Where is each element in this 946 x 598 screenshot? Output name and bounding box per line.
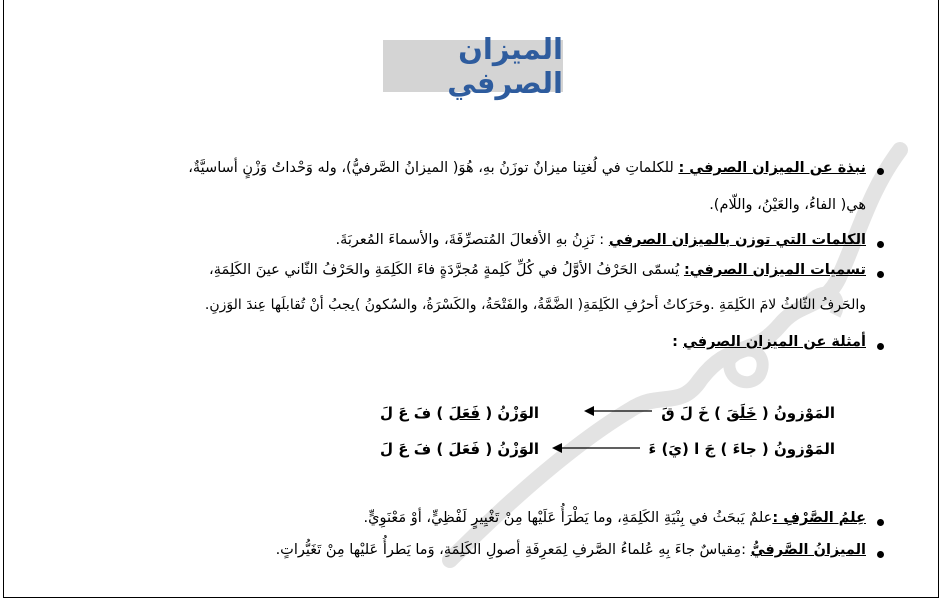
- names-text-1: يُسمّى الحَرْفُ الأوَّلُ في كُلِّ كَلِمةٍ مُجرَّدَةٍ فاءَ الكَلِمَةِ والحَرْفُ الثّاني عينَ الكَلِمَةِ،: [209, 262, 684, 278]
- intro-text-1: للكلماتِ في لُغتِنا ميزانٌ توزَنُ بهِ، هُوَ( الميزانُ الصَّرفيُّ)، وله وَحْداتُ وَزْنٍ أساسيَّةٌ،: [188, 160, 679, 176]
- example-2-weighed: المَوْزونُ ( جاءَ ) جَ ا (يَ) ءَ: [648, 440, 835, 458]
- names-text-2: والحَرفُ الثّالثُ لامَ الكَلِمَةِ .وحَرَكاتُ أحرُفِ الكَلِمَةِ( الضَّمَّةُ، والفَتْحَةُ، والكَسْرَةُ، والسُكونُ )يجبُ أنْ تُقابلَها عِندَ الوَزنِ.: [204, 297, 866, 313]
- example-2-weight: الوَزْنُ ( فَعَلَ ) فَ عَ لَ: [380, 440, 540, 458]
- scale-def-text: :مِقياسٌ جاءَ بِهِ عُلماءُ الصَّرفِ لِمَعرِفَةِ أصولِ الكَلِمَةِ، وَما يَطرأُ عَليْها مِنْ تَغَيُّراتٍ.: [275, 542, 751, 558]
- example-1-weight-prefix: الوَزْنُ (: [480, 404, 540, 422]
- intro-line-1: [188, 160, 866, 176]
- definition-label: عِلمُ الصَّرْفِ :: [772, 510, 866, 526]
- bullet-dot: [877, 271, 884, 278]
- examples-line: [672, 334, 866, 350]
- intro-line-2: [709, 197, 866, 213]
- bullet-dot: [877, 241, 884, 248]
- arrow-icon: [584, 404, 654, 418]
- scale-def-label: الميزانُ الصَّرفيُّ: [750, 542, 866, 558]
- examples-label: أمثلة عن الميزان الصرفي: [683, 334, 866, 350]
- example-1-letters: ) خَ لَ قَ: [661, 404, 727, 422]
- bullet-dot: [877, 168, 884, 175]
- names-line-2: [205, 297, 866, 313]
- example-1-word: خَلَقَ: [726, 404, 757, 422]
- bullet-dot: [877, 519, 884, 526]
- weighed-line: [336, 232, 867, 248]
- definition-line: [364, 510, 866, 526]
- names-label: تسميات الميزان الصرفي:: [683, 262, 866, 278]
- examples-colon: :: [672, 334, 683, 350]
- page-title: الميزان الصرفي: [447, 32, 563, 100]
- names-line-1: [209, 262, 866, 278]
- example-1-weighed-prefix: المَوْزونُ (: [756, 404, 835, 422]
- intro-text-2: هي( الفاءُ، والعَيْنُ، واللّام).: [709, 197, 866, 213]
- example-1-pattern: فَعَلَ: [448, 404, 481, 422]
- bullet-dot: [877, 551, 884, 558]
- example-1-weight: [380, 404, 539, 422]
- weighed-text: : نَزِنُ بهِ الأفعالَ المُتصرِّفَةَ، والأسماءَ المُعربَةَ.: [335, 232, 609, 248]
- definition-text: علمٌ يَبحَثُ في بِنْيَةِ الكَلِمَةِ، وما يَطْرَأُ عَلَيْها مِنْ تَغْيِيرٍ لَفْظِيٍّ، أوْ مَعْنَوِيٍّ.: [363, 510, 773, 526]
- example-1-weight-letters: ) فَ عَ لَ: [380, 404, 449, 422]
- bullet-dot: [877, 343, 884, 350]
- example-1-weighed: [661, 404, 835, 422]
- intro-label: نبذة عن الميزان الصرفي :: [678, 160, 866, 176]
- arrow-icon: [552, 441, 642, 455]
- weighed-label: الكلمات التي توزن بالميزان الصرفي: [608, 232, 866, 248]
- title-banner: [383, 32, 563, 100]
- scale-def-line: [276, 542, 866, 558]
